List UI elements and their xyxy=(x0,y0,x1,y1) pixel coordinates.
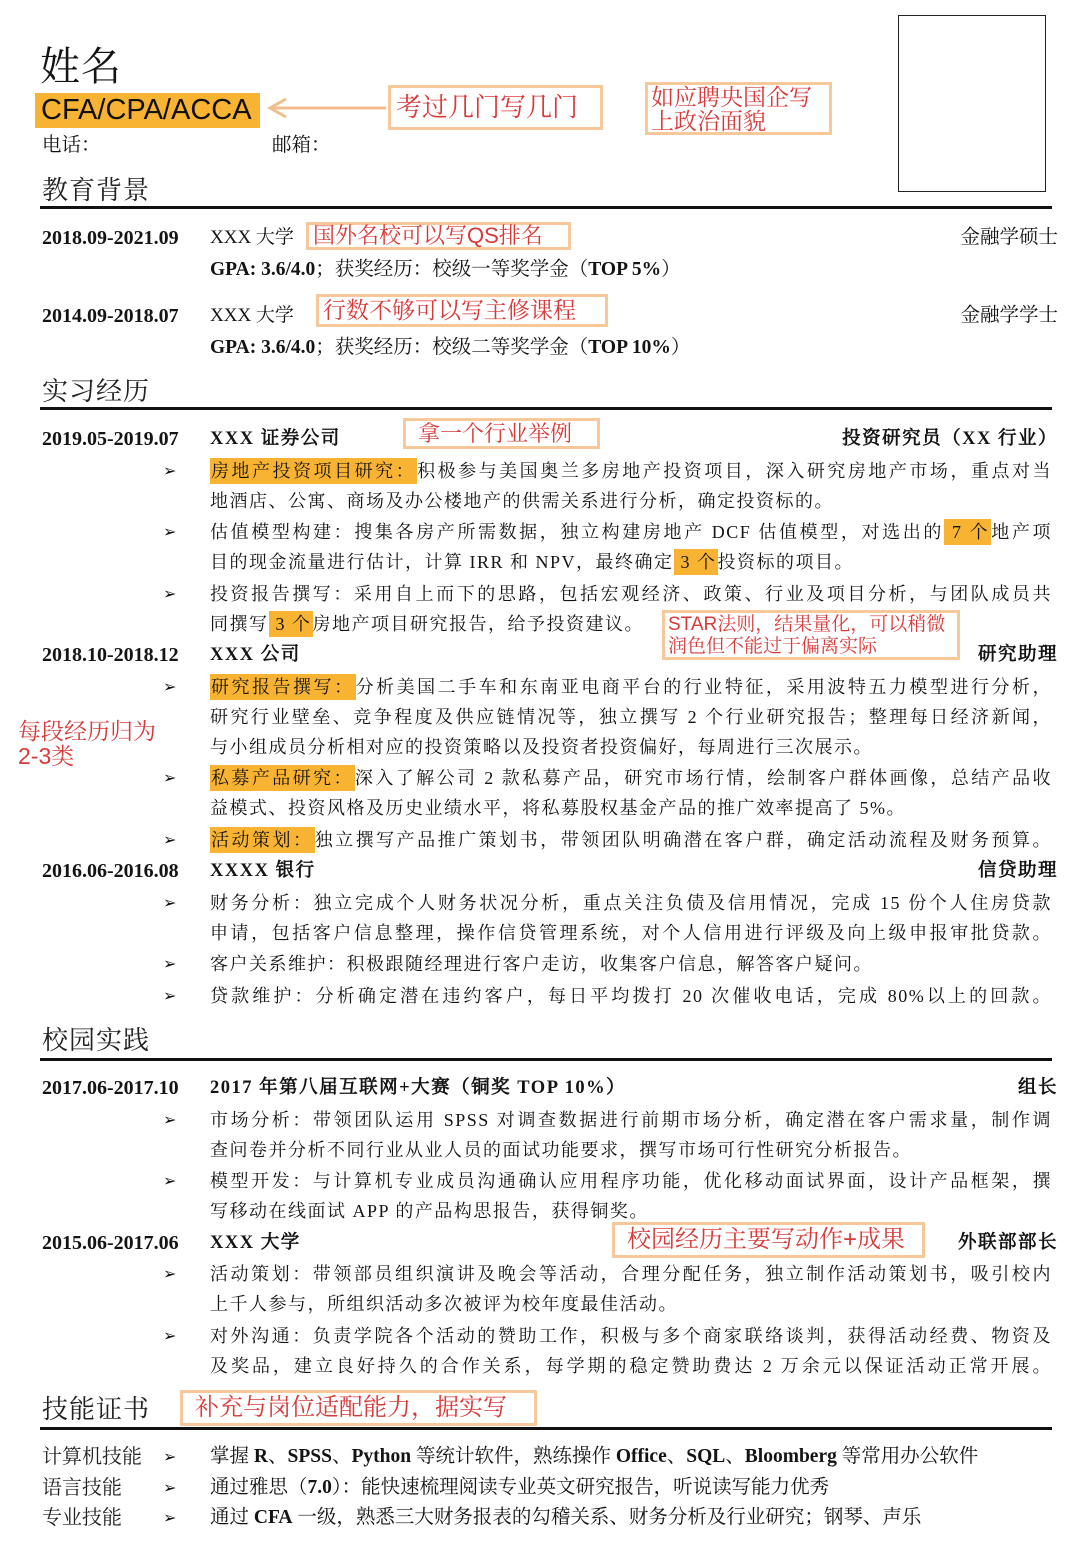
education-entry xyxy=(0,301,1080,363)
arrow-bullet-icon xyxy=(163,1259,176,1289)
bullet-item xyxy=(0,579,1080,639)
skill-row xyxy=(0,1442,1080,1473)
text-segment: 上千人参与，所组织活动多次被评为校年度最佳活动。 xyxy=(210,1294,678,1314)
annotation-skills-note: 补充与岗位适配能力，据实写 xyxy=(180,1390,537,1426)
bullet-line xyxy=(210,579,1052,609)
line-text xyxy=(210,1201,649,1221)
text-segment: 7.0 xyxy=(307,1476,332,1498)
text-segment: 写移动在线面试 APP 的产品构思报告，获得铜奖。 xyxy=(210,1201,649,1221)
date-range: 2018.10-2018.12 xyxy=(42,644,179,666)
bullet-line xyxy=(210,981,1052,1011)
organization: XXX 大学 xyxy=(210,1232,301,1253)
section-divider xyxy=(40,407,1052,410)
arrow-bullet-icon xyxy=(163,517,176,547)
organization: XXX 公司 xyxy=(210,645,301,665)
bullet-line xyxy=(210,609,1052,639)
school-name: XXX 大学 xyxy=(210,305,294,326)
text-segment: 市场分析：带领团队运用 SPSS 对调查数据进行前期市场分析，确定潜在客户需求量，制作调 xyxy=(210,1109,1052,1130)
arrow-bullet-icon xyxy=(163,981,176,1011)
text-segment: 深入了解公司 2 款私募产品，研究市场行情，绘制客户群体画像，总结产品收 xyxy=(354,768,1053,788)
role-title: 外联部部长 xyxy=(957,1232,1058,1253)
text-segment: GPA: 3.6/4.0 xyxy=(210,259,316,280)
bullet-line xyxy=(210,949,1052,979)
degree: 金融学硕士 xyxy=(960,227,1058,248)
annotation-courses-note: 行数不够可以写主修课程 xyxy=(316,294,608,327)
bullet-line xyxy=(210,486,1052,516)
arrow-bullet-icon xyxy=(163,579,176,609)
section-title-skills: 技能证书 xyxy=(42,1394,151,1424)
bullet-line xyxy=(210,517,1052,547)
bullet-line xyxy=(210,732,1052,762)
experience-header xyxy=(0,640,1080,670)
text-segment: ） xyxy=(661,259,681,280)
bullet-line xyxy=(210,888,1052,918)
arrow-bullet-icon xyxy=(163,888,176,918)
text-segment: Python xyxy=(351,1446,412,1467)
bullet-line xyxy=(210,1351,1052,1381)
experience-entry xyxy=(0,424,1080,639)
annotation-line: 上政治面貌 xyxy=(651,107,766,134)
text-segment: TOP 10% xyxy=(588,337,671,358)
photo-placeholder xyxy=(898,15,1046,192)
bullet-item xyxy=(0,1166,1080,1226)
text-segment: 、 xyxy=(725,1446,745,1467)
text-segment: 活动策划：带领部员组织演讲及晚会等活动，合理分配任务，独立制作活动策划书，吸引校内 xyxy=(210,1264,1052,1284)
experience-entry xyxy=(0,856,1080,1011)
text-segment: 益模式、投资风格及历史业绩水平，将私募股权基金产品的推广效率提高了 5%。 xyxy=(210,798,906,818)
skill-text xyxy=(210,1503,921,1534)
arrow-bullet-icon xyxy=(163,1321,176,1351)
text-segment: ；获奖经历：校级二等奖学金（ xyxy=(315,337,589,358)
arrow-bullet-icon xyxy=(163,456,176,486)
education-entry-header xyxy=(0,223,1080,253)
text-segment: 估值模型构建：搜集各房产所需数据，独立构建房地产 DCF 估值模型，对选出的 xyxy=(210,522,944,542)
experience-header xyxy=(0,1228,1080,1258)
annotation-line: 润色但不能过于偏离实际 xyxy=(668,635,878,657)
arrow-bullet-icon xyxy=(163,1473,176,1504)
text-segment: 掌握 xyxy=(210,1446,254,1467)
skill-label: 语言技能 xyxy=(42,1476,122,1499)
skill-label: 计算机技能 xyxy=(42,1446,142,1468)
line-text xyxy=(210,584,1052,604)
line-text xyxy=(210,737,873,757)
bullet-item xyxy=(0,888,1080,948)
line-text xyxy=(210,1140,912,1160)
line-text xyxy=(210,1294,678,1314)
education-list xyxy=(0,223,1080,363)
organization: XXX 证券公司 xyxy=(210,429,341,449)
line-text xyxy=(210,519,1052,545)
text-segment: R xyxy=(253,1446,268,1467)
arrow-bullet-icon xyxy=(163,1166,176,1196)
annotation-school-rank-note: 国外名校可以写QS排名 xyxy=(306,222,571,250)
skill-label: 专业技能 xyxy=(42,1507,122,1529)
text-segment: 对外沟通：负责学院各个活动的赞助工作，积极与多个商家联络谈判，获得活动经费、物资及 xyxy=(210,1325,1052,1346)
text-segment: 同撰写 xyxy=(210,613,269,634)
annotation-campus-note: 校园经历主要写动作+成果 xyxy=(612,1222,925,1258)
annotation-exam-note: 考过几门写几门 xyxy=(388,85,603,130)
bullet-item xyxy=(0,517,1080,577)
text-segment: 通过雅思（ xyxy=(210,1476,308,1498)
bullet-item xyxy=(0,456,1080,516)
text-segment: GPA: 3.6/4.0 xyxy=(210,337,316,358)
line-text xyxy=(210,707,1052,727)
line-text xyxy=(210,827,1052,853)
section-title-internships: 实习经历 xyxy=(42,376,151,406)
bullet-item xyxy=(0,949,1080,979)
date-range: 2019.05-2019.07 xyxy=(42,428,179,450)
bullet-line xyxy=(210,702,1052,732)
skill-text xyxy=(210,1473,829,1504)
phone-label: 电话： xyxy=(42,135,101,156)
text-segment: 目的现金流量进行估计，计算 IRR 和 NPV，最终确定 xyxy=(210,552,674,572)
bullet-line xyxy=(210,1196,1052,1226)
certifications-text: CFA/CPA/ACCA xyxy=(41,94,252,126)
bullet-line xyxy=(210,1321,1052,1351)
role-title: 组长 xyxy=(1017,1078,1058,1098)
text-segment: Bloomberg xyxy=(744,1446,837,1467)
bullet-line xyxy=(210,456,1052,486)
highlighted-text: 7 个 xyxy=(944,519,991,545)
campus-list xyxy=(0,1073,1080,1381)
line-text xyxy=(210,1110,1052,1130)
skill-text xyxy=(210,1442,978,1473)
role-title: 信贷助理 xyxy=(977,861,1058,881)
annotation-line: 每段经历归为 xyxy=(18,718,156,744)
section-title-education: 教育背景 xyxy=(42,175,151,205)
text-segment: 研究行业壁垒、竞争程度及供应链情况等，独立撰写 2 个行业研究报告；整理每日经济新闻， xyxy=(210,706,1052,727)
text-segment: 一级，熟悉三大财务报表的勾稽关系、财务分析及行业研究；钢琴、声乐 xyxy=(292,1507,922,1528)
section-title-campus: 校园实践 xyxy=(42,1025,151,1055)
text-segment: 等统计软件，熟练操作 xyxy=(411,1446,616,1467)
experience-header xyxy=(0,856,1080,886)
bullet-line xyxy=(210,1289,1052,1319)
line-text xyxy=(210,458,1052,484)
internship-list xyxy=(0,424,1080,1011)
arrow-bullet-icon xyxy=(163,1105,176,1135)
arrow-bullet-icon xyxy=(163,1503,176,1534)
bullet-line xyxy=(210,672,1052,702)
arrow-bullet-icon xyxy=(163,949,176,979)
bullet-line xyxy=(210,1105,1052,1135)
line-text xyxy=(210,491,834,511)
text-segment: 分析美国二手车和东南亚电商平台的行业特征，采用波特五力模型进行分析， xyxy=(355,676,1053,697)
role-title: 研究助理 xyxy=(977,645,1058,665)
text-segment: TOP 5% xyxy=(588,259,662,280)
date-range: 2015.06-2017.06 xyxy=(42,1231,179,1254)
bullet-item xyxy=(0,1321,1080,1381)
text-segment: 、 xyxy=(267,1446,288,1467)
line-text xyxy=(210,986,1052,1006)
text-segment: 、 xyxy=(331,1446,352,1467)
text-segment: 与小组成员分析相对应的投资策略以及投资者投资偏好，每周进行三次展示。 xyxy=(210,736,873,757)
highlighted-text: 房地产投资项目研究： xyxy=(210,458,417,484)
line-text xyxy=(210,1356,1052,1376)
arrow-bullet-icon xyxy=(163,763,176,793)
arrow-left-icon xyxy=(262,94,392,122)
text-segment: 客户关系维护：积极跟随经理进行客户走访，收集客户信息，解答客户疑问。 xyxy=(210,954,873,974)
bullet-item xyxy=(0,1259,1080,1319)
bullet-item xyxy=(0,1105,1080,1165)
certifications-badge xyxy=(35,93,260,128)
highlighted-text: 3 个 xyxy=(674,549,718,575)
bullet-line xyxy=(210,1135,1052,1165)
organization: XXXX 银行 xyxy=(210,861,316,881)
section-divider xyxy=(40,1427,1052,1430)
section-divider xyxy=(40,206,1052,209)
text-segment: 模型开发：与计算机专业成员沟通确认应用程序功能，优化移动面试界面，设计产品框架，撰 xyxy=(210,1171,1052,1191)
bullet-item xyxy=(0,672,1080,762)
annotation-political-note xyxy=(645,82,832,135)
text-segment: ）：能快速梳理阅读专业英文研究报告，听说读写能力优秀 xyxy=(331,1476,830,1498)
annotation-industry-note: 拿一个行业举例 xyxy=(403,418,600,449)
text-segment: 投资标的项目。 xyxy=(717,552,855,572)
bullet-line xyxy=(210,1166,1052,1196)
bullet-item xyxy=(0,981,1080,1011)
bullet-line xyxy=(210,763,1052,793)
text-segment: 及奖品，建立良好持久的合作关系，每学期的稳定赞助费达 2 万余元以保证活动正常开展。 xyxy=(210,1355,1052,1376)
line-text xyxy=(210,923,1052,943)
highlighted-text: 活动策划： xyxy=(210,827,315,853)
email-label: 邮箱： xyxy=(272,135,331,156)
skills-list xyxy=(0,1442,1080,1534)
text-segment: 等常用办公软件 xyxy=(836,1446,979,1467)
text-segment: 通过 xyxy=(210,1507,254,1528)
bullet-line xyxy=(210,1259,1052,1289)
date-range: 2017.06-2017.10 xyxy=(42,1077,179,1099)
skill-row xyxy=(0,1473,1080,1504)
organization: 2017 年第八届互联网+大赛（铜奖 TOP 10%） xyxy=(210,1078,627,1098)
bullet-line xyxy=(210,918,1052,948)
role-title: 投资研究员（XX 行业） xyxy=(842,429,1058,449)
line-text xyxy=(210,674,1052,700)
date-range: 2018.09-2021.09 xyxy=(42,227,179,249)
line-text xyxy=(210,765,1052,791)
date-range: 2014.09-2018.07 xyxy=(42,305,179,327)
arrow-bullet-icon xyxy=(163,825,176,855)
text-segment: 地产项 xyxy=(991,522,1053,542)
text-segment: 、 xyxy=(666,1446,687,1467)
school-name: XXX 大学 xyxy=(210,227,294,248)
bullet-line xyxy=(210,547,1052,577)
bullet-line xyxy=(210,793,1052,823)
text-segment: 贷款维护：分析确定潜在违约客户，每日平均拨打 20 次催收电话，完成 80%以上的回款。 xyxy=(210,985,1052,1006)
date-range: 2016.06-2016.08 xyxy=(42,860,179,882)
line-text xyxy=(210,611,644,637)
text-segment: CFA xyxy=(253,1507,293,1528)
experience-entry xyxy=(0,640,1080,855)
experience-entry xyxy=(0,1228,1080,1381)
text-segment: 积极参与美国奥兰多房地产投资项目，深入研究房地产市场，重点对当 xyxy=(417,460,1052,481)
text-segment: 投资报告撰写：采用自上而下的思路，包括宏观经济、政策、行业及项目分析，与团队成员共 xyxy=(210,583,1052,604)
annotation-line: STAR法则，结果量化，可以稍微 xyxy=(668,614,946,635)
text-segment: 地酒店、公寓、商场及办公楼地产的供需关系进行分析，确定投资标的。 xyxy=(210,490,834,511)
line-text xyxy=(210,1326,1052,1346)
arrow-bullet-icon xyxy=(163,672,176,702)
bullet-item xyxy=(0,763,1080,823)
arrow-bullet-icon xyxy=(163,1442,176,1473)
line-text xyxy=(210,1264,1052,1284)
education-entry xyxy=(0,223,1080,285)
line-text xyxy=(210,954,873,974)
bullet-item xyxy=(0,825,1080,855)
line-text xyxy=(210,893,1052,913)
degree: 金融学学士 xyxy=(960,305,1058,326)
skill-row xyxy=(0,1503,1080,1534)
education-detail xyxy=(210,255,1080,285)
line-text xyxy=(210,798,906,818)
text-segment: 房地产项目研究报告，给予投资建议。 xyxy=(312,613,644,634)
experience-entry xyxy=(0,1073,1080,1226)
text-segment: 独立撰写产品推广策划书，带领团队明确潜在客户群，确定活动流程及财务预算。 xyxy=(314,829,1052,850)
experience-header xyxy=(0,424,1080,454)
annotation-line: 如应聘央国企写 xyxy=(651,84,812,110)
line-text xyxy=(210,549,854,575)
text-segment: SQL xyxy=(686,1446,726,1467)
annotation-line: 2-3类 xyxy=(18,743,75,769)
text-segment: 查问卷并分析不同行业从业人员的面试功能要求，撰写市场可行性研究分析报告。 xyxy=(210,1139,912,1160)
bullet-line xyxy=(210,825,1052,855)
text-segment: 申请，包括客户信息整理，操作信贷管理系统，对个人信用进行评级及向上级申报审批贷款。 xyxy=(210,922,1052,943)
highlighted-text: 3 个 xyxy=(269,611,313,637)
experience-header xyxy=(0,1073,1080,1103)
section-divider xyxy=(40,1058,1052,1061)
highlighted-text: 研究报告撰写： xyxy=(210,674,356,700)
education-entry-header xyxy=(0,301,1080,331)
line-text xyxy=(210,1171,1052,1191)
text-segment: SPSS xyxy=(287,1446,332,1467)
candidate-name: 姓名 xyxy=(40,45,122,89)
highlighted-text: 私募产品研究： xyxy=(210,765,355,791)
text-segment: ；获奖经历：校级一等奖学金（ xyxy=(315,259,589,280)
text-segment: Office xyxy=(615,1446,667,1467)
text-segment: 财务分析：独立完成个人财务状况分析，重点关注负债及信用情况，完成 15 份个人住房贷款 xyxy=(210,892,1052,913)
education-detail xyxy=(210,333,1080,363)
text-segment: ） xyxy=(670,337,691,358)
